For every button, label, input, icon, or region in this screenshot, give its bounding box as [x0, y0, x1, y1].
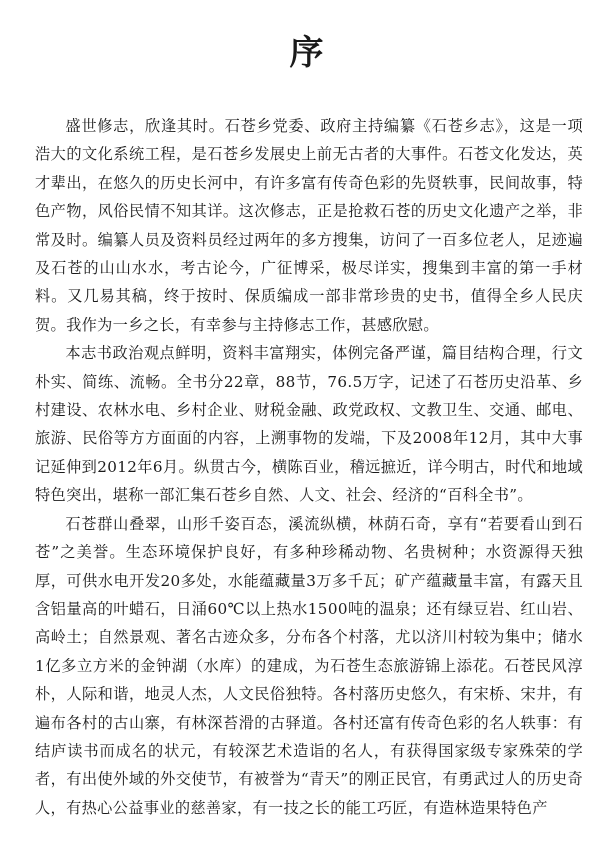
- preface-body: [35, 112, 583, 822]
- paragraph-3: 石苍群山叠翠，山形千姿百态，溪流纵横，林荫石奇，享有“若要看山到石苍”之美誉。生态环境保护良好，有多种珍稀动物、名贵树种；水资源得天独厚，可供水电开发20多处，水能蕴藏量3万多千瓦；矿产蕴藏量丰富，有露天且含铝量高的叶蜡石，日涌60℃以上热水1500吨的温泉；还有绿豆岩、红山岩、高岭土；自然景观、著名古迹众多，分布各个村落，尤以济川村较为集中；储水1亿多立方米的金钟湖（水库）的建成，为石苍生态旅游锦上添花。石苍民风淳朴，人际和谐，地灵人杰，人文民俗独特。各村落历史悠久，有宋桥、宋井，有遍布各村的古山寨，有林深苔滑的古驿道。各村还富有传奇色彩的名人轶事：有结庐读书而成名的状元，有较深艺术造诣的名人，有获得国家级专家殊荣的学者，有出使外域的外交使节，有被誉为“青天”的刚正民官，有勇武过人的历史奇人，有热心公益事业的慈善家，有一技之长的能工巧匠，有造林造果特色产: [35, 514, 583, 817]
- paragraph-2: 本志书政治观点鲜明，资料丰富翔实，体例完备严谨，篇目结构合理，行文朴实、简练、流畅。全书分22章，88节，76.5万字，记述了石苍历史沿革、乡村建设、农林水电、乡村企业、财税金融、政党政权、文教卫生、交通、邮电、旅游、民俗等方方面面的内容，上溯事物的发端，下及2008年12月，其中大事记延伸到2012年6月。纵贯古今，横陈百业，稽远摭近，详今明古，时代和地域特色突出，堪称一部汇集石苍乡自然、人文、社会、经济的“百科全书”。: [35, 344, 583, 505]
- paragraph-1: 盛世修志，欣逢其时。石苍乡党委、政府主持编纂《石苍乡志》，这是一项浩大的文化系统工程，是石苍乡发展史上前无古者的大事件。石苍文化发达，英才辈出，在悠久的历史长河中，有许多富有传奇色彩的先贤轶事，民间故事，特色产物，风俗民情不知其详。这次修志，正是抢救石苍的历史文化遗产之举，非常及时。编纂人员及资料员经过两年的多方搜集，访问了一百多位老人，足迹遍及石苍的山山水水，考古论今，广征博采，极尽详实，搜集到丰富的第一手材料。又几易其稿，终于按时、保质编成一部非常珍贵的史书，值得全乡人民庆贺。我作为一乡之长，有幸参与主持修志工作，甚感欣慰。: [35, 117, 583, 334]
- page-title: 序: [289, 32, 326, 73]
